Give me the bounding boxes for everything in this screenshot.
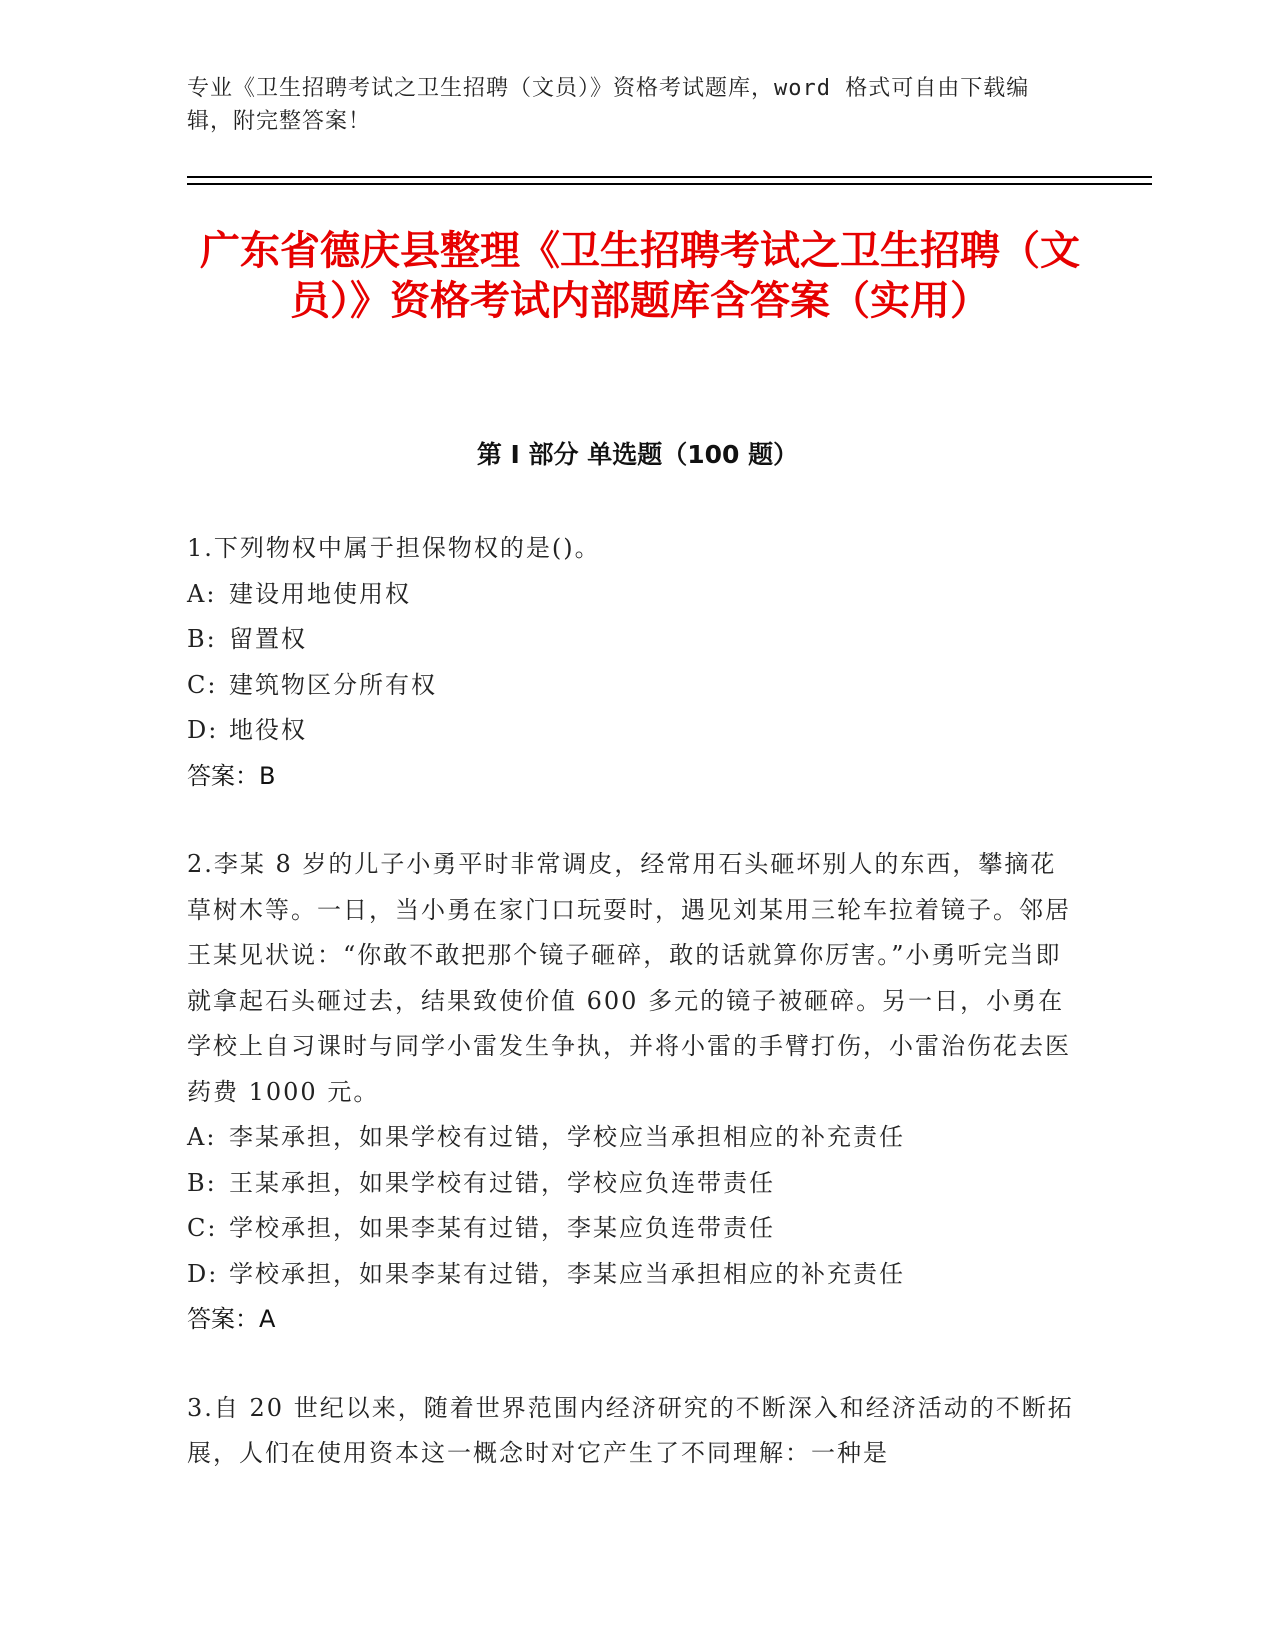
question-text: 2.李某 8 岁的儿子小勇平时非常调皮，经常用石头砸坏别人的东西，攀摘花草树木等。一日，当小勇在家门口玩耍时，遇见刘某用三轮车拉着镜子。邻居王某见状说：“你敢不敢把那个镜子砸碎，敢的话就算你厉害。”小勇听完当即就拿起石头砸过去，结果致使价值 600 多元的镜子被砸碎。另一日，小勇在学校上自习课时与同学小雷发生争执，并将小雷的手臂打伤，小雷治伤花去医药费 1000 元。 xyxy=(187,850,1071,1106)
question-item xyxy=(187,1386,1077,1477)
document-title: 广东省德庆县整理《卫生招聘考试之卫生招聘（文员）》资格考试内部题库含答案（实用） xyxy=(200,228,1080,324)
option-letter: B: xyxy=(187,1168,217,1197)
option-letter: D: xyxy=(187,1259,219,1288)
question-text: 1.下列物权中属于担保物权的是()。 xyxy=(187,534,601,562)
option-letter: A: xyxy=(187,1123,217,1151)
option-text: 李某承担，如果学校有过错，学校应当承担相应的补充责任 xyxy=(229,1123,905,1151)
option-text: 建设用地使用权 xyxy=(229,579,411,608)
header-note: 专业《卫生招聘考试之卫生招聘（文员）》资格考试题库，word 格式可自由下载编辑，附完整答案！ xyxy=(187,76,1030,134)
option-text: 学校承担，如果李某有过错，李某应负连带责任 xyxy=(229,1214,775,1242)
question-answer: 答案：B xyxy=(187,761,276,790)
question-option xyxy=(187,663,1077,709)
question-list xyxy=(187,526,1077,1520)
question-answer: 答案：A xyxy=(187,1305,276,1333)
question-option xyxy=(187,1115,1077,1161)
option-letter: D: xyxy=(187,716,219,744)
question-option xyxy=(187,1206,1077,1252)
option-text: 建筑物区分所有权 xyxy=(229,670,437,699)
section-heading: 第 I 部分 单选题（100 题） xyxy=(476,440,799,469)
question-item xyxy=(187,842,1077,1343)
question-option xyxy=(187,1252,1077,1298)
header-rule-top xyxy=(187,176,1152,178)
header-rule-bottom xyxy=(187,183,1152,185)
option-text: 王某承担，如果学校有过错，学校应负连带责任 xyxy=(229,1168,775,1197)
option-letter: C: xyxy=(187,670,218,699)
option-text: 地役权 xyxy=(229,716,307,744)
question-item xyxy=(187,526,1077,799)
option-letter: B: xyxy=(187,625,217,653)
question-option xyxy=(187,617,1077,663)
question-option xyxy=(187,1161,1077,1207)
option-letter: C: xyxy=(187,1214,218,1242)
question-option xyxy=(187,572,1077,618)
option-text: 学校承担，如果李某有过错，李某应当承担相应的补充责任 xyxy=(229,1259,905,1288)
question-option xyxy=(187,708,1077,754)
option-letter: A: xyxy=(187,579,217,608)
question-text: 3.自 20 世纪以来，随着世界范围内经济研究的不断深入和经济活动的不断拓展，人们在使用资本这一概念时对它产生了不同理解：一种是 xyxy=(187,1393,1074,1467)
option-text: 留置权 xyxy=(229,625,307,653)
